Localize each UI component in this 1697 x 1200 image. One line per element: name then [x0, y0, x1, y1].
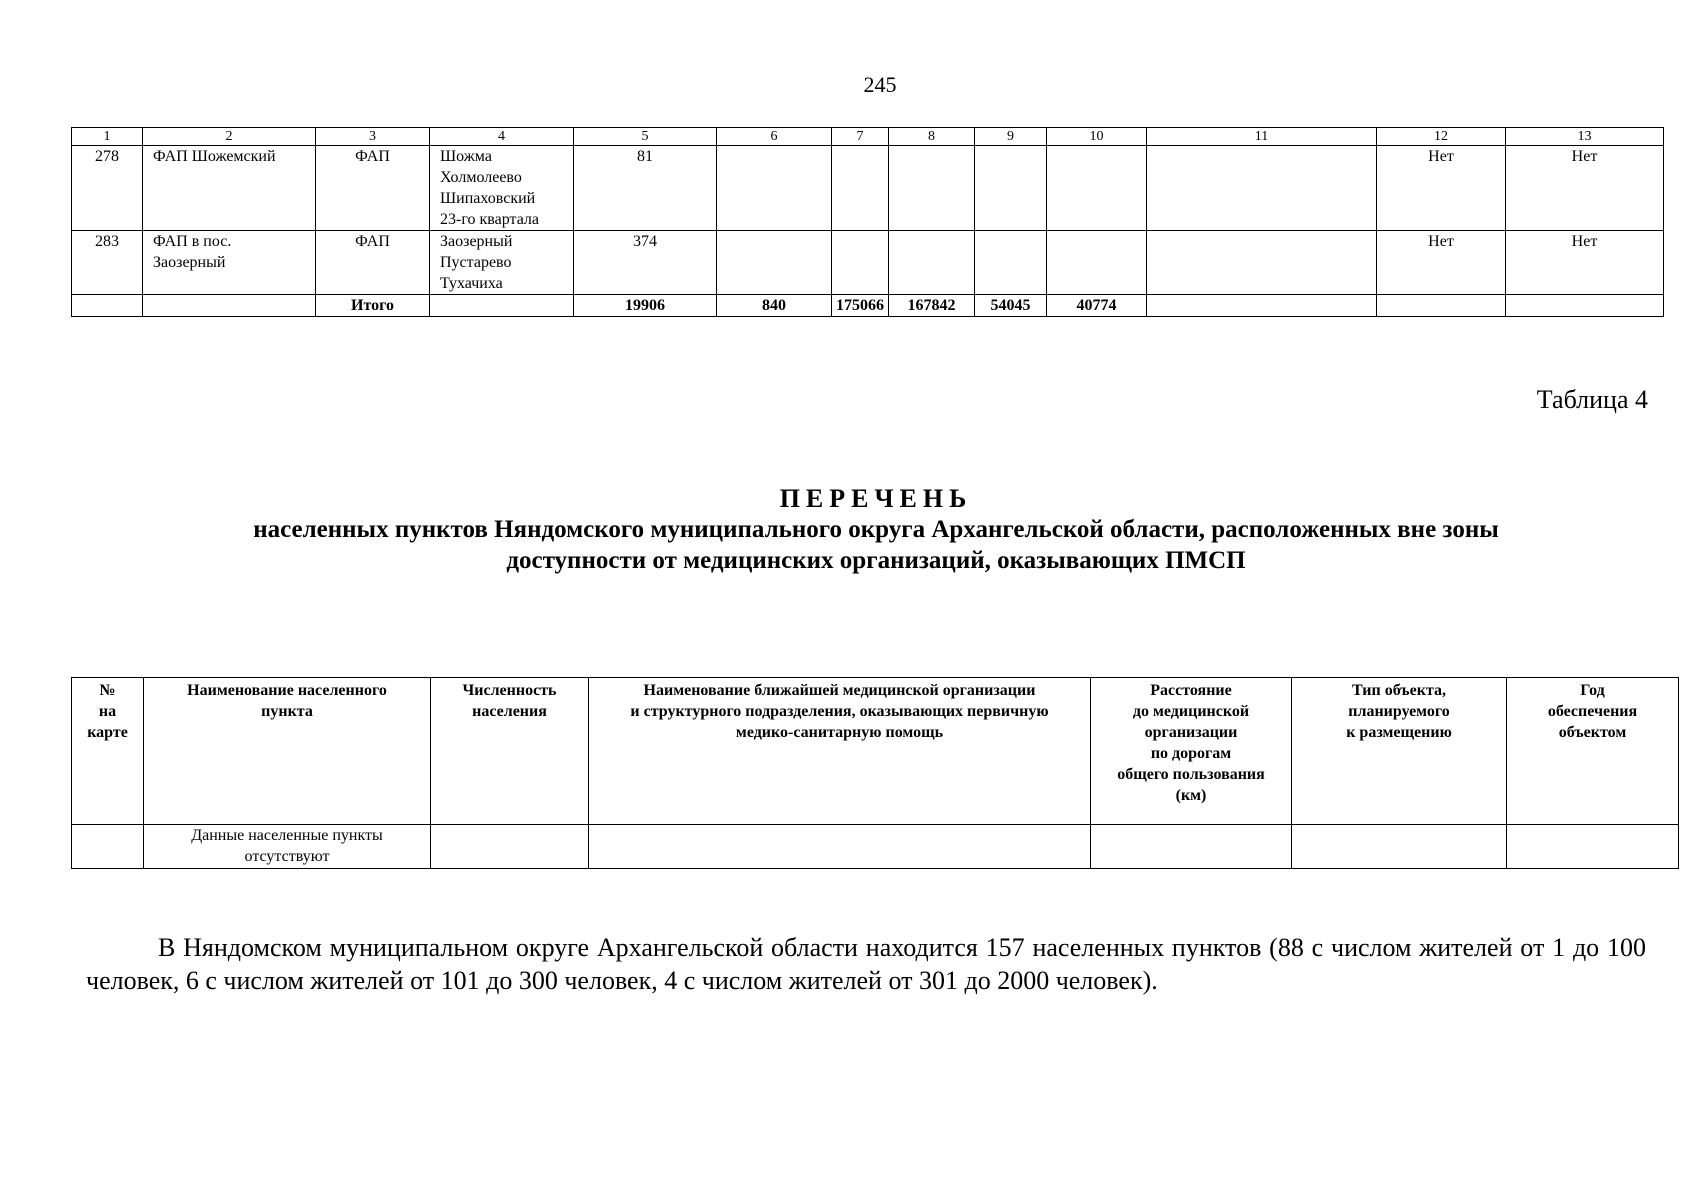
empty-cell [430, 295, 574, 317]
document-title [71, 484, 1681, 576]
empty-cell [889, 231, 975, 295]
column-number: 6 [717, 128, 832, 146]
column-number: 8 [889, 128, 975, 146]
empty-cell [72, 295, 143, 317]
header-population [431, 678, 589, 825]
column-number: 5 [574, 128, 717, 146]
facility-name-line: ФАП в пос. [153, 233, 232, 250]
header-line: Наименование ближайшей медицинской организации [643, 682, 1036, 699]
no-data-cell [144, 825, 431, 869]
total-label: Итого [316, 295, 430, 317]
title-main: ПЕРЕЧЕНЬ [779, 484, 973, 513]
row-number: 283 [72, 231, 143, 295]
header-line: (км) [1175, 787, 1207, 804]
page-number: 245 [863, 72, 897, 97]
empty-cell [975, 231, 1047, 295]
empty-cell [832, 146, 889, 231]
column-number: 9 [975, 128, 1047, 146]
empty-cell [143, 295, 316, 317]
header-line: медико-санитарную помощь [735, 724, 944, 741]
empty-cell [1292, 825, 1507, 869]
empty-cell [717, 231, 832, 295]
header-line: и структурного подразделения, оказывающих первичную [630, 703, 1049, 720]
table-label: Таблица 4 [1536, 385, 1648, 414]
header-line: Наименование населенного [187, 682, 387, 699]
column-number: 1 [72, 128, 143, 146]
total-value: 840 [717, 295, 832, 317]
header-map-number [72, 678, 144, 825]
empty-cell [975, 146, 1047, 231]
settlement: Шожма [440, 148, 492, 165]
total-value: 40774 [1047, 295, 1147, 317]
empty-cell [717, 146, 832, 231]
column-number: 2 [143, 128, 316, 146]
settlements-cell [430, 231, 574, 295]
total-value: 167842 [889, 295, 975, 317]
settlement: 23-го квартала [440, 211, 540, 228]
header-line: Тип объекта, [1351, 682, 1446, 699]
facility-name: ФАП Шожемский [143, 146, 316, 231]
header-line: Численность [462, 682, 557, 699]
empty-cell [1507, 825, 1679, 869]
header-object-type [1292, 678, 1507, 825]
total-row [72, 295, 1664, 317]
population: 374 [574, 231, 717, 295]
header-line: карте [87, 724, 128, 741]
empty-cell [72, 825, 144, 869]
empty-cell [1147, 146, 1377, 231]
header-line: до медицинской [1132, 703, 1250, 720]
header-line: объектом [1558, 724, 1627, 741]
column-number-row [72, 128, 1664, 146]
col13-value: Нет [1506, 146, 1664, 231]
title-line: населенных пунктов Няндомского муниципального округа Архангельской области, расположенных вне зоны [253, 516, 1499, 543]
column-number: 12 [1377, 128, 1506, 146]
facility-name [143, 231, 316, 295]
empty-cell [1147, 231, 1377, 295]
settlements-table [71, 677, 1679, 869]
table-row [72, 825, 1679, 869]
header-line: № [99, 682, 116, 699]
empty-cell [431, 825, 589, 869]
header-line: Год [1580, 682, 1605, 699]
settlement: Пустарево [440, 254, 512, 271]
settlement: Холмолеево [440, 169, 522, 186]
table-row [72, 231, 1664, 295]
header-line: организации [1144, 724, 1238, 741]
empty-cell [1047, 231, 1147, 295]
header-nearest-organization [589, 678, 1091, 825]
title-line: доступности от медицинских организаций, оказывающих ПМСП [506, 547, 1246, 574]
column-number: 4 [430, 128, 574, 146]
header-line: пункта [261, 703, 313, 720]
facilities-table [71, 127, 1664, 317]
header-line: Расстояние [1150, 682, 1232, 699]
col12-value: Нет [1377, 231, 1506, 295]
empty-cell [1377, 295, 1506, 317]
empty-cell [1506, 295, 1664, 317]
empty-cell [1091, 825, 1292, 869]
header-line: на [98, 703, 117, 720]
facility-type: ФАП [316, 231, 430, 295]
empty-cell [832, 231, 889, 295]
row-number: 278 [72, 146, 143, 231]
column-number: 13 [1506, 128, 1664, 146]
empty-cell [1147, 295, 1377, 317]
header-line: планируемого [1348, 703, 1450, 720]
population: 81 [574, 146, 717, 231]
table-row [72, 146, 1664, 231]
header-line: к размещению [1346, 724, 1452, 741]
no-data-line: Данные населенные пункты [191, 827, 383, 844]
header-line: общего пользования [1117, 766, 1265, 783]
header-line: обеспечения [1547, 703, 1638, 720]
column-number: 7 [832, 128, 889, 146]
column-number: 3 [316, 128, 430, 146]
header-settlement-name [144, 678, 431, 825]
summary-paragraph: В Няндомском муниципальном округе Архангельской области находится 157 населенных пунктов (88 с числом жителей от 1 до 100 человек, 6 с числом жителей от 101 до 300 человек, 4 с числом жителей от 301 до 2000 человек). [86, 933, 1646, 995]
header-line: по дорогам [1150, 745, 1232, 762]
total-value: 19906 [574, 295, 717, 317]
header-distance [1091, 678, 1292, 825]
settlements-cell [430, 146, 574, 231]
header-row [72, 678, 1679, 825]
empty-cell [1047, 146, 1147, 231]
settlement: Заозерный [440, 233, 513, 250]
col12-value: Нет [1377, 146, 1506, 231]
total-value: 54045 [975, 295, 1047, 317]
header-line: населения [472, 703, 547, 720]
total-value: 175066 [832, 295, 889, 317]
settlement: Шипаховский [440, 190, 536, 207]
header-year [1507, 678, 1679, 825]
settlement: Тухачиха [440, 275, 503, 292]
no-data-line: отсутствуют [244, 848, 330, 865]
empty-cell [589, 825, 1091, 869]
column-number: 10 [1047, 128, 1147, 146]
column-number: 11 [1147, 128, 1377, 146]
facility-type: ФАП [316, 146, 430, 231]
col13-value: Нет [1506, 231, 1664, 295]
facility-name-line: Заозерный [153, 254, 226, 271]
empty-cell [889, 146, 975, 231]
